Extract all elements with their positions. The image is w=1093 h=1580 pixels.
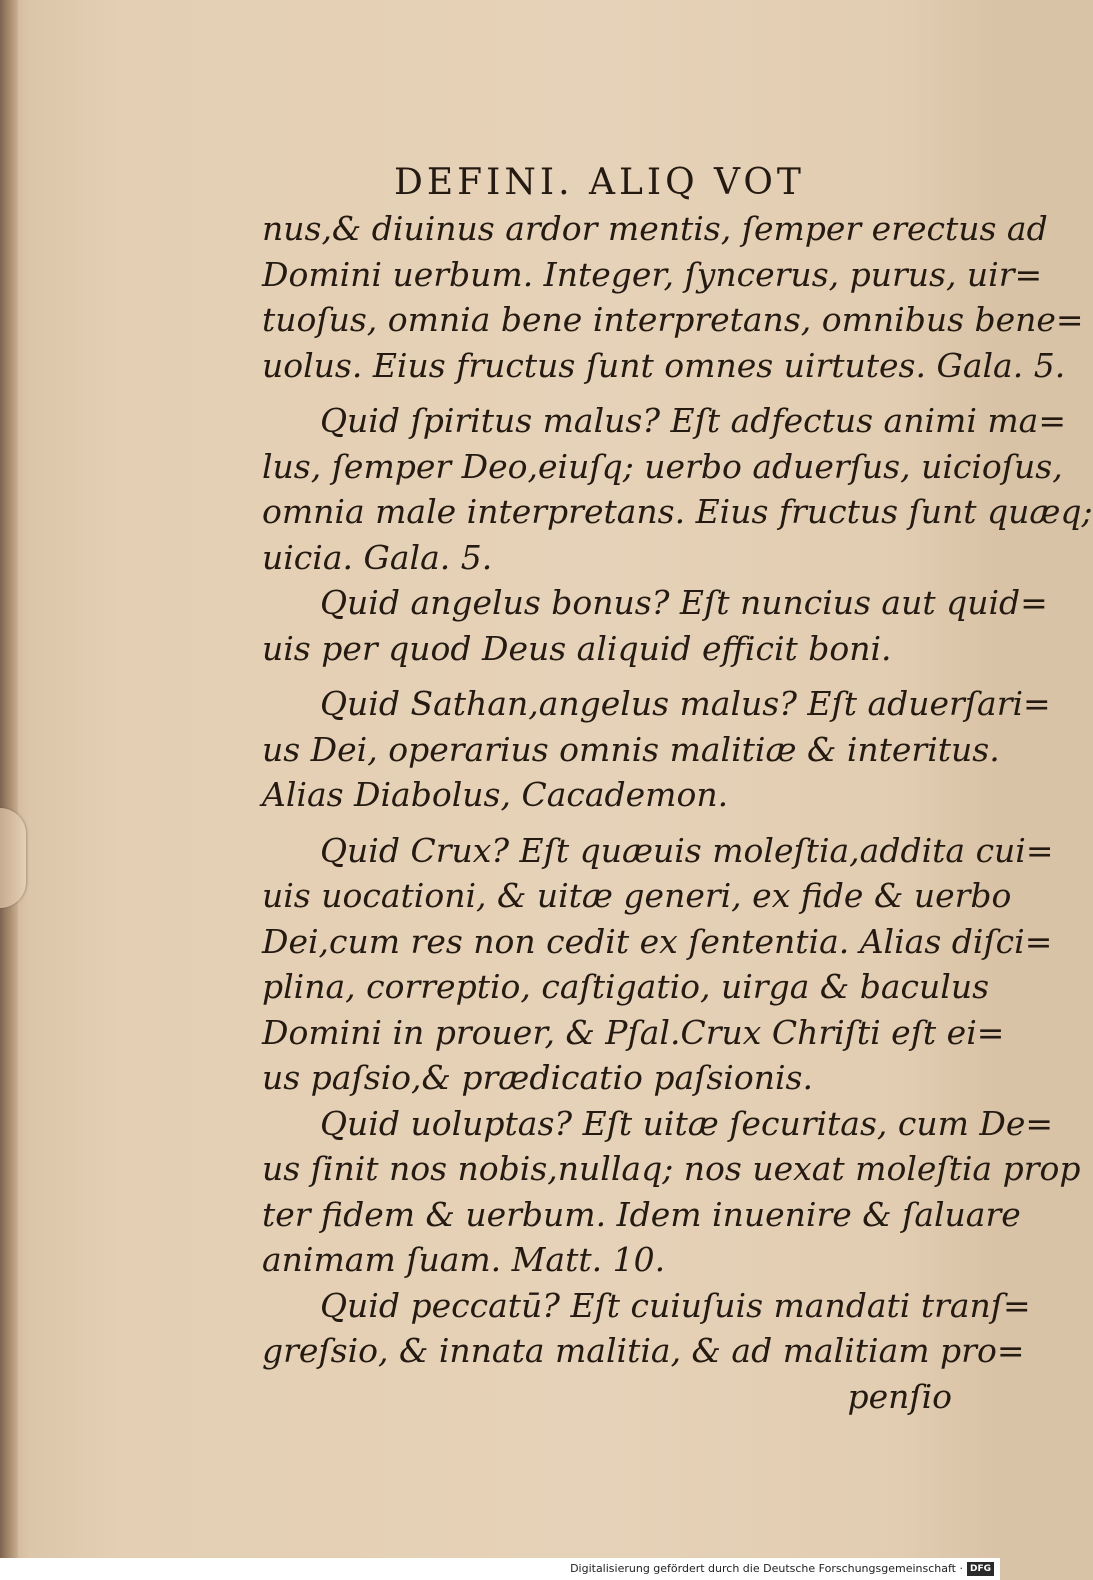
- text-line: tuoſus, omnia bene interpretans, omnibus bene=: [262, 300, 1084, 339]
- line-gap: [262, 388, 952, 398]
- line-gap: [262, 818, 952, 828]
- text-lines: [262, 206, 1093, 1419]
- text-line: plina, correptio, caſtigatio, uirga & baculus: [262, 967, 990, 1006]
- text-line: us Dei, operarius omnis malitiæ & interitus.: [262, 729, 1000, 769]
- text-line: greſsio, & innata malitia, & ad malitiam pro=: [262, 1331, 1025, 1370]
- footer-credit-bar: [0, 1558, 1000, 1580]
- text-line: lus, ſemper Deo,eiuſq; uerbo aduerſus, uicioſus,: [262, 446, 1063, 486]
- text-line: uicia. Gala. 5.: [262, 537, 493, 577]
- text-line: Domini in prouer, & Pſal.Crux Chriſti eſt ei=: [262, 1012, 1005, 1052]
- text-line: Quid angelus bonus? Eſt nuncius aut quid=: [320, 583, 1048, 622]
- text-line: uis per quod Deus aliquid efficit boni.: [262, 628, 892, 668]
- text-line: nus,& diuinus ardor mentis, ſemper erectus ad: [262, 209, 1048, 248]
- text-line: Quid Crux? Eſt quæuis moleſtia,addita cui=: [320, 830, 1054, 870]
- text-line: uolus. Eius fructus ſunt omnes uirtutes. Gala. 5.: [262, 345, 1066, 385]
- text-line: Quid peccatū? Eſt cuiuſuis mandati tranſ=: [320, 1285, 1031, 1325]
- line-gap: [262, 671, 952, 681]
- book-gutter: [0, 0, 18, 1580]
- text-line: Quid Sathan,angelus malus? Eſt aduerſari=: [320, 684, 1051, 723]
- page-clasp-tab: [0, 808, 26, 908]
- page-text-block: [262, 160, 1093, 1419]
- footer-credit: Digitalisierung gefördert durch die Deutsche Forschungsgemeinschaft ·: [570, 1562, 963, 1575]
- text-line: ter fidem & uerbum. Idem inuenire & ſaluare: [262, 1194, 1021, 1234]
- text-line: animam ſuam. Matt. 10.: [262, 1240, 666, 1279]
- text-line: us paſsio,& prædicatio paſsionis.: [262, 1058, 813, 1097]
- text-line: Dei,cum res non cedit ex ſententia. Alias diſci=: [262, 921, 1053, 961]
- text-line: Domini uerbum. Integer, ſyncerus, purus, uir=: [262, 254, 1043, 294]
- text-line: Quid ſpiritus malus? Eſt adfectus animi ma=: [320, 401, 1066, 440]
- text-line: us ſinit nos nobis,nullaq; nos uexat moleſtia prop: [262, 1149, 1081, 1188]
- text-line: omnia male interpretans. Eius fructus ſunt quæq;: [262, 492, 1093, 531]
- running-head: DEFINI. ALIQ VOT: [394, 162, 805, 203]
- text-line: penſio: [847, 1376, 952, 1416]
- text-line: Alias Diabolus, Cacademon.: [262, 775, 729, 814]
- text-line: uis uocationi, & uitæ generi, ex fide & uerbo: [262, 876, 1012, 915]
- dfg-logo: DFG: [967, 1562, 994, 1576]
- text-line: Quid uoluptas? Eſt uitæ ſecuritas, cum De=: [320, 1103, 1054, 1143]
